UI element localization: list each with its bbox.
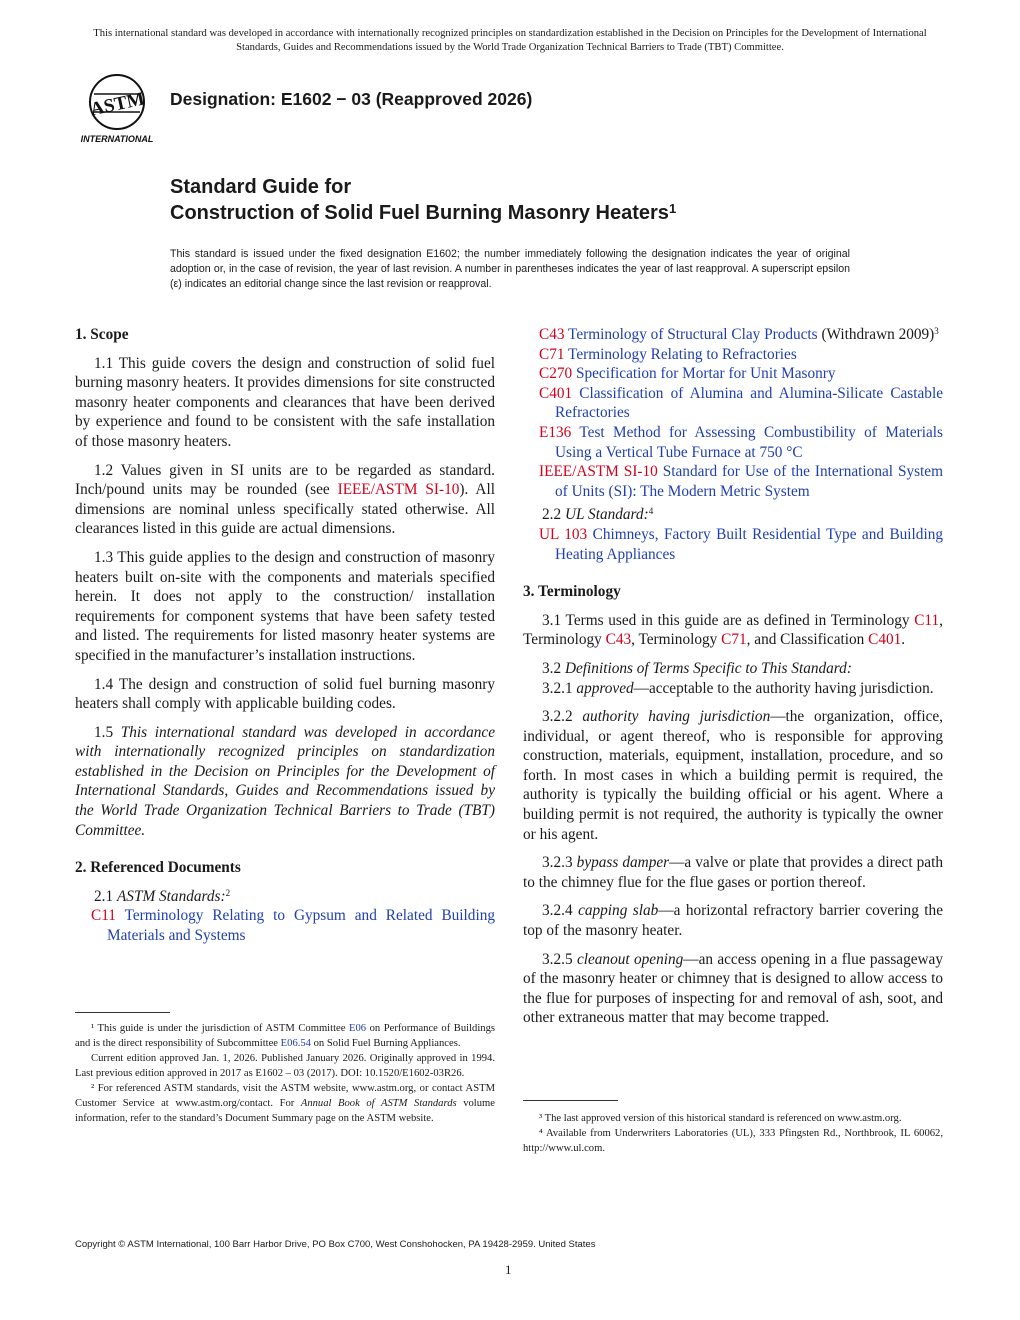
copyright-notice: Copyright © ASTM International, 100 Barr Harbor Drive, PO Box C700, West Conshohocken, PA 19428-2959. United States	[75, 1239, 596, 1250]
footnote-1-text-c: on Solid Fuel Burning Appliances.	[310, 1038, 461, 1049]
para-3-1-sep-2: , Terminology	[631, 631, 722, 649]
logo-wordmark: INTERNATIONAL	[80, 134, 154, 144]
para-1-2-text: 1.2 Values given in SI units are to be regarded as standard. Inch/pound units may be rounded (see	[75, 461, 495, 499]
para-1-4: 1.4 The design and construction of solid fuel burning masonry heaters shall comply with applicable building codes.	[75, 675, 495, 713]
ref-c11[interactable]	[75, 906, 495, 945]
link-c11[interactable]: C11	[914, 611, 940, 629]
astm-logo-icon	[72, 72, 162, 146]
astm-logo	[72, 72, 162, 146]
ref-c71-title[interactable]: Terminology Relating to Refractories	[564, 345, 797, 363]
def-bypass-term: bypass damper	[576, 854, 670, 872]
def-capping-slab	[523, 901, 943, 940]
title-line-1: Standard Guide for	[170, 176, 352, 198]
def-authority-num: 3.2.2	[542, 708, 583, 726]
para-2-1-text: ASTM Standards:	[116, 887, 226, 905]
para-1-1: 1.1 This guide covers the design and construction of solid fuel burning masonry heaters. It provides dimensions for site constructed masonry heater components and clearances that have been derived by experience and found to be consistent with the safe installation of those masonry heaters.	[75, 354, 495, 450]
footnotes-left	[75, 1021, 495, 1126]
title-text: Construction of Solid Fuel Burning Masonry Heaters	[170, 202, 669, 224]
ref-c270-code[interactable]: C270	[539, 365, 573, 383]
para-2-1-num: 2.1	[94, 887, 117, 905]
link-c401[interactable]: C401	[868, 631, 902, 649]
def-cleanout-num: 3.2.5	[542, 950, 577, 968]
page-number: 1	[505, 1262, 512, 1277]
link-c43[interactable]: C43	[605, 631, 632, 649]
document-title	[170, 174, 676, 226]
ref-c43-code[interactable]: C43	[539, 326, 565, 343]
footnote-1-edition: Current edition approved Jan. 1, 2026. Published January 2026. Originally approved in 1994. Last previous edition approved in 2017 as E1602 – 03 (2017). DOI: 10.1520/E1602-03R26.	[75, 1053, 495, 1079]
footnote-2	[75, 1081, 495, 1126]
para-3-1-end: .	[901, 631, 906, 649]
ref-e136-title[interactable]: Test Method for Assessing Combustibility of Materials Using a Vertical Tube Furnace at 750 °C	[555, 423, 943, 461]
footnote-1-text-b: on Performance of Buildings and is the direct responsibility of Subcommittee	[75, 1023, 495, 1049]
link-e06[interactable]: E06	[348, 1023, 367, 1034]
left-column	[75, 325, 495, 946]
footnote-4: ⁴ Available from Underwriters Laboratories (UL), 333 Pfingsten Rd., Northbrook, IL 60062, http://www.ul.com.	[523, 1128, 943, 1154]
ref-ul103-title[interactable]: Chimneys, Factory Built Residential Type and Building Heating Appliances	[555, 525, 943, 563]
designation: Designation: E1602 − 03 (Reapproved 2026)	[170, 89, 533, 109]
footnotes-right	[523, 1111, 943, 1156]
footnote-2-text: ² For referenced ASTM standards, visit the ASTM website, www.astm.org, or contact ASTM Customer Service at www.astm.org/contact. For	[75, 1083, 495, 1109]
para-3-2	[523, 659, 943, 679]
ref-c401-title[interactable]: Classification of Alumina and Alumina-Silicate Castable Refractories	[555, 384, 943, 422]
section-terminology-heading: 3. Terminology	[523, 583, 621, 601]
footnote-divider-left	[75, 1012, 170, 1013]
para-3-1-sep-1: , Terminology	[523, 611, 943, 649]
footnote-2-italic: Annual Book of ASTM Standards	[300, 1098, 457, 1109]
standard-note: This standard is issued under the fixed designation E1602; the number immediately following the designation indicates the year of original adoption or, in the case of revision, the year of last revision. A number in parentheses indicates the year of last reapproval. A superscript epsilon (ε) indicates an editorial change since the last revision or reapproval.	[170, 248, 850, 290]
ref-e136[interactable]	[523, 423, 943, 462]
para-1-2-text-end: ). All dimensions are nominal unless specifically stated otherwise. All clearances listed in this guide are actual dimensions.	[75, 481, 495, 538]
para-1-5	[75, 723, 495, 841]
ref-c401[interactable]	[523, 384, 943, 423]
def-approved	[523, 679, 943, 699]
link-c71[interactable]: C71	[721, 631, 747, 649]
ref-c43-title[interactable]: Terminology of Structural Clay Products	[564, 326, 818, 343]
para-3-1-sep-3: , and Classification	[746, 631, 869, 649]
def-approved-num: 3.2.1	[542, 679, 577, 697]
para-2-2-num: 2.2	[542, 506, 565, 524]
def-approved-text: —acceptable to the authority having jurisdiction.	[633, 679, 934, 697]
ref-ul103-code[interactable]: UL 103	[539, 525, 588, 543]
def-cleanout-term: cleanout opening	[576, 950, 684, 968]
def-capping-num: 3.2.4	[542, 902, 579, 920]
para-2-2	[523, 505, 943, 525]
ref-c270-title[interactable]: Specification for Mortar for Unit Masonry	[572, 365, 836, 383]
ref-c43[interactable]	[523, 325, 943, 345]
def-bypass-damper	[523, 853, 943, 892]
ref-c270[interactable]	[523, 364, 943, 384]
para-1-5-num: 1.5	[94, 723, 121, 741]
def-capping-text: —a horizontal refractory barrier covering the top of the masonry heater.	[523, 902, 943, 940]
para-3-2-text: Definitions of Terms Specific to This Standard:	[564, 659, 852, 677]
ref-c11-code[interactable]: C11	[91, 907, 116, 925]
ref-ieee-title[interactable]: Standard for Use of the International System of Units (SI): The Modern Metric System	[555, 463, 943, 500]
link-ieee-si10[interactable]: IEEE/ASTM SI-10	[337, 481, 460, 499]
title-line-2	[170, 200, 676, 226]
footnote-2-text-end: volume information, refer to the standard’s Document Summary page on the ASTM website.	[75, 1098, 495, 1124]
para-2-1	[75, 887, 495, 907]
para-1-5-text: This international standard was developed in accordance with internationally recognized principles on standardization established in the Decision on Principles for the Development of International Standards, Guides and Recommendations issued by the World Trade Organization Technical Barriers to Trade (TBT) Committee.	[75, 723, 495, 839]
def-bypass-text: —a valve or plate that provides a direct path to the chimney flue for the flue gases or portion thereof.	[523, 854, 943, 891]
ref-c43-withdrawn: (Withdrawn 2009)	[817, 326, 935, 343]
para-1-2	[75, 461, 495, 539]
top-notice: This international standard was developed in accordance with internationally recognized principles on standardization established in the Decision on Principles for the Development of International Standards, Guides and Recommendations issued by the World Trade Organization Technical Barriers to Trade (TBT) Committee.	[93, 28, 927, 53]
ref-ieee-si10[interactable]	[523, 462, 943, 501]
ref-ul103[interactable]	[523, 525, 943, 564]
para-3-2-num: 3.2	[542, 659, 565, 677]
para-3-1-text: 3.1 Terms used in this guide are as defined in Terminology	[542, 611, 915, 629]
ref-c71[interactable]	[523, 345, 943, 365]
ref-ieee-code[interactable]: IEEE/ASTM SI-10	[539, 463, 658, 481]
ref-c11-title[interactable]: Terminology Relating to Gypsum and Related Building Materials and Systems	[107, 907, 495, 945]
def-capping-term: capping slab	[578, 902, 659, 920]
footnote-divider-right	[523, 1100, 618, 1101]
para-3-1	[523, 611, 943, 650]
def-cleanout-text: —an access opening in a flue passageway of the masonry heater or chimney that is designed to allow access to the flue for purposes of inspecting for and removal of ash, soot, and other extraneous matter that may become trapped.	[523, 950, 943, 1027]
def-authority-term: authority having jurisdiction	[582, 708, 771, 726]
footnote-1	[75, 1021, 495, 1051]
footnote-3: ³ The last approved version of this historical standard is referenced on www.astm.org.	[539, 1113, 902, 1124]
def-bypass-num: 3.2.3	[542, 854, 577, 872]
ref-c71-code[interactable]: C71	[539, 345, 565, 363]
title-footnote-marker: 1	[668, 201, 677, 216]
footnote-marker-2: 2	[225, 887, 231, 898]
ref-c401-code[interactable]: C401	[539, 384, 573, 402]
section-referenced-documents-heading: 2. Referenced Documents	[75, 859, 241, 877]
para-2-2-text: UL Standard:	[564, 506, 649, 524]
def-authority	[523, 707, 943, 844]
footnote-marker-3: 3	[934, 326, 939, 336]
right-column	[523, 325, 943, 1037]
footnote-1-text: ¹ This guide is under the jurisdiction of ASTM Committee	[91, 1023, 349, 1034]
def-authority-text: —the organization, office, individual, or agent thereof, who is responsible for approving construction, materials, equipment, installation, procedure, and so forth. In most cases in which a building permit is required, the authority is typically the building official or his agent. Where a building permit is not required, the authority is typically the owner or his agent.	[523, 708, 943, 843]
def-cleanout-opening	[523, 950, 943, 1028]
para-1-3: 1.3 This guide applies to the design and construction of masonry heaters built on-site with the components and materials specified herein. It does not apply to the construction/ installation requirements for component systems that have been safety tested and listed. The requirements for listed masonry heater systems are specified in the manufacturer’s installation instructions.	[75, 548, 495, 664]
logo-mark: ASTM	[88, 88, 147, 121]
def-approved-term: approved	[576, 679, 634, 697]
footnote-marker-4: 4	[648, 506, 654, 517]
ref-e136-code[interactable]: E136	[539, 423, 572, 441]
section-scope-heading: 1. Scope	[75, 326, 129, 343]
link-e06-54[interactable]: E06.54	[280, 1038, 311, 1049]
